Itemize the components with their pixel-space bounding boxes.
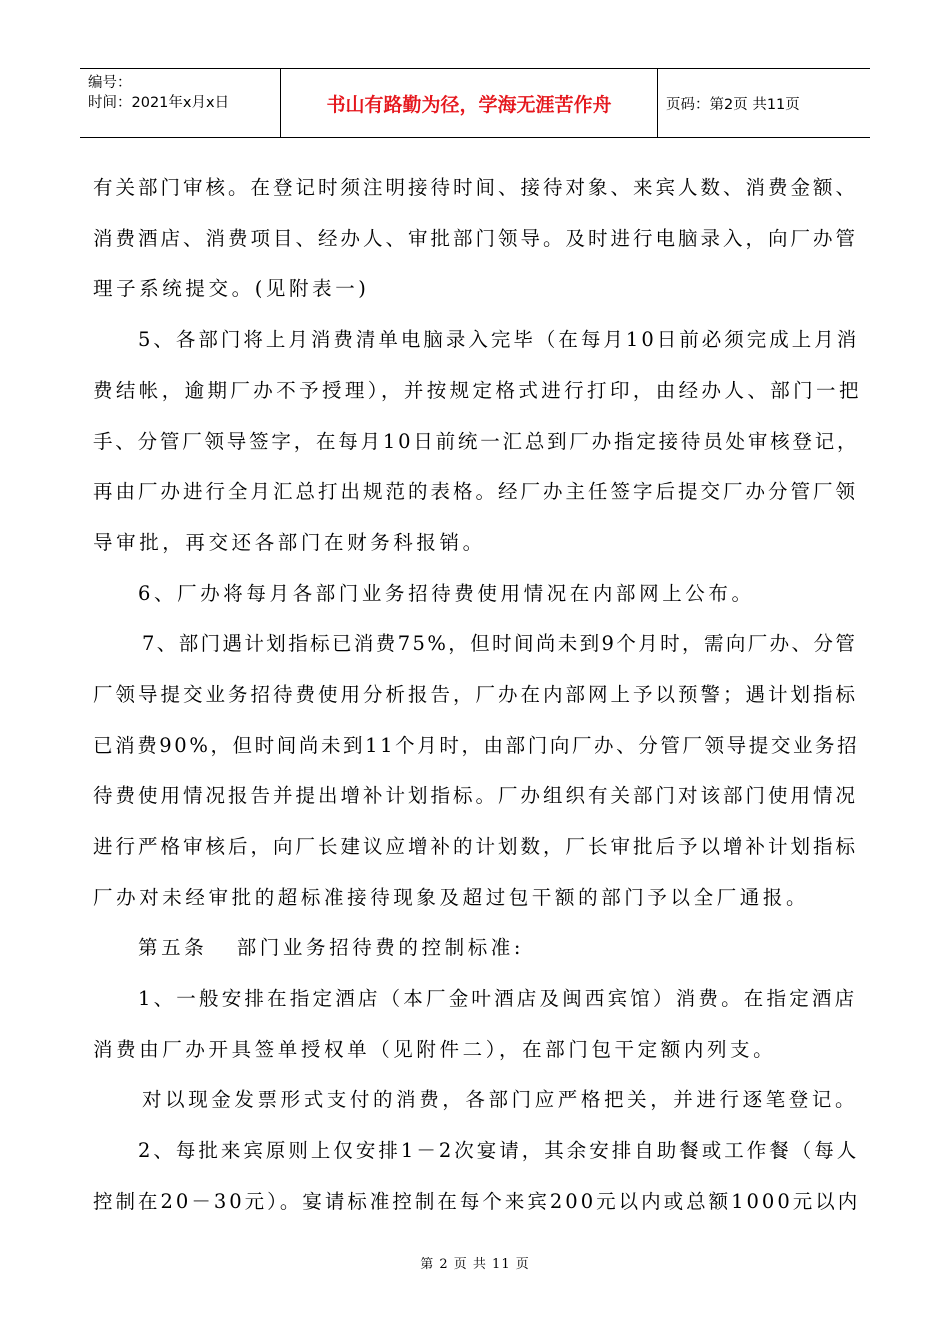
body-line: 6、厂办将每月各部门业务招待费使用情况在内部网上公布。 [138, 582, 755, 605]
body-line: 导审批，再交还各部门在财务科报销。 [93, 531, 486, 554]
body-line: 消费由厂办开具签单授权单（见附件二），在部门包干定额内列支。 [93, 1038, 777, 1061]
body-line: 对以现金发票形式支付的消费，各部门应严格把关，并进行逐笔登记。 [142, 1088, 859, 1111]
body-line: 再由厂办进行全月汇总打出规范的表格。经厂办主任签字后提交厂办分管厂领 [93, 480, 859, 503]
body-line: 控制在20－30元）。宴请标准控制在每个来宾200元以内或总额1000元以内 [93, 1190, 861, 1213]
body-line: 已消费90%，但时间尚未到11个月时，由部门向厂办、分管厂领导提交业务招 [93, 734, 860, 757]
header-motto: 书山有路勤为径，学海无涯苦作舟 [281, 69, 658, 137]
body-line: 理子系统提交。(见附表一) [93, 277, 370, 300]
body-line: 有关部门审核。在登记时须注明接待时间、接待对象、来宾人数、消费金额、 [93, 176, 859, 199]
body-line: 待费使用情况报告并提出增补计划指标。厂办组织有关部门对该部门使用情况 [93, 784, 859, 807]
page-header [80, 68, 870, 138]
document-date-label: 时间：2021年x月x日 [88, 95, 230, 111]
body-line: 5、各部门将上月消费清单电脑录入完毕（在每月10日前必须完成上月消 [138, 328, 860, 351]
document-number-label: 编号： [88, 75, 132, 91]
body-line: 2、每批来宾原则上仅安排1－2次宴请，其余安排自助餐或工作餐（每人 [138, 1139, 860, 1162]
page-footer: 第 2 页 共 11 页 [420, 1257, 530, 1272]
body-line: 厂领导提交业务招待费使用分析报告，厂办在内部网上予以预警；遇计划指标 [93, 683, 859, 706]
body-line: 7、部门遇计划指标已消费75%，但时间尚未到9个月时，需向厂办、分管 [142, 632, 858, 655]
body-line: 手、分管厂领导签字，在每月10日前统一汇总到厂办指定接待员处审核登记， [93, 430, 860, 453]
section-heading: 第五条 部门业务招待费的控制标准: [138, 936, 525, 959]
body-line: 费结帐，逾期厂办不予授理），并按规定格式进行打印，由经办人、部门一把 [93, 379, 862, 402]
header-meta [80, 69, 281, 137]
body-line: 1、一般安排在指定酒店（本厂金叶酒店及闽西宾馆）消费。在指定酒店 [138, 987, 858, 1010]
body-line: 消费酒店、消费项目、经办人、审批部门领导。及时进行电脑录入，向厂办管 [93, 227, 859, 250]
body-line: 进行严格审核后，向厂长建议应增补的计划数，厂长审批后予以增补计划指标 [93, 835, 859, 858]
header-page-code: 页码：第2页 共11页 [666, 96, 800, 113]
body-line: 厂办对未经审批的超标准接待现象及超过包干额的部门予以全厂通报。 [93, 886, 810, 909]
